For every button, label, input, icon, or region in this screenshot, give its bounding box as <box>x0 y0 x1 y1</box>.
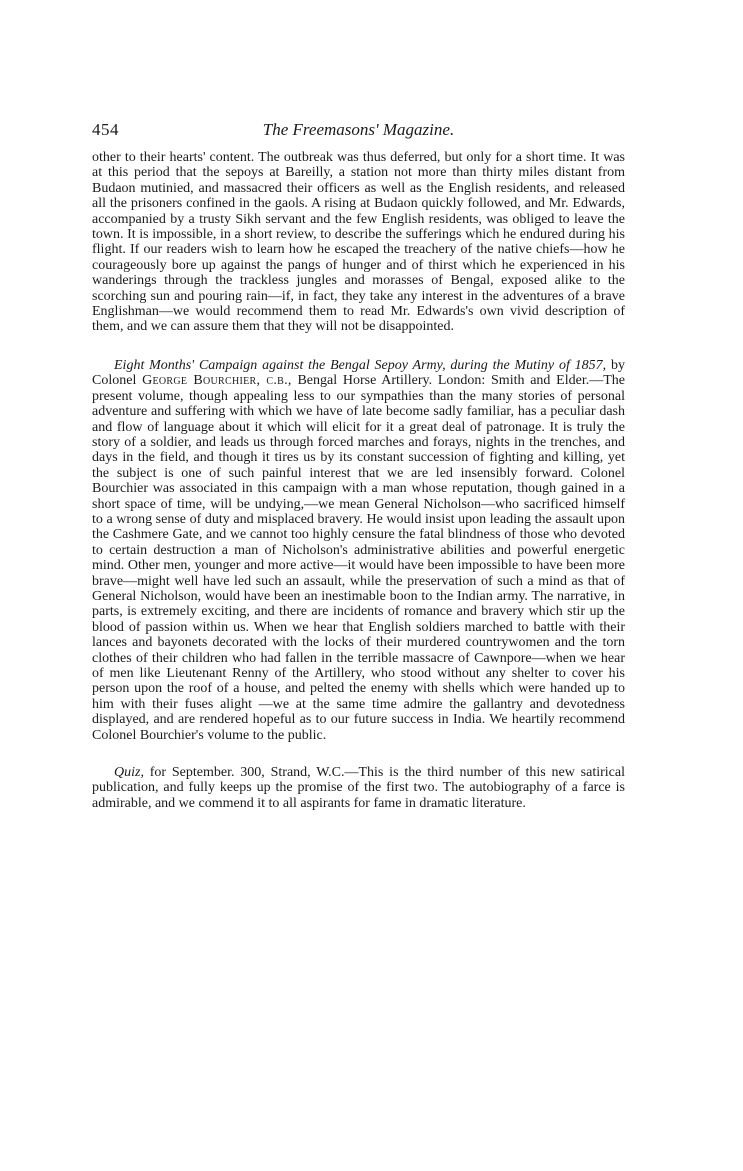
book-author: George Bourchier, c.b., <box>142 373 292 389</box>
book-by: by Colonel <box>92 357 625 389</box>
book-title: Eight Months' Campaign against the Bengal Sepoy Army, during the Mutiny of 1857, <box>114 357 607 373</box>
publication-title: Quiz, <box>114 765 144 781</box>
review-bourchier <box>92 358 625 743</box>
article-body <box>92 150 625 811</box>
running-title: The Freemasons' Magazine. <box>262 120 455 139</box>
review-text: London: Smith and Elder.—The present volume, though appealing less to our sympathies than the many stories of personal adventure and suffering with which we have of late become sadly familiar, has a peculiar dash and flow of language about it which will elicit for it a great deal of patronage. It is truly the story of a soldier, and leads us through forced marches and forays, nights in the trenches, and days in the field, and though it tires us by its constant succession of fighting and killing, yet the subject is one of such painful interest that we are led insensibly forward. Colonel Bourchier was associated in this campaign with a man whose reputation, though gained in a short space of time, will be undying,—we mean General Nicholson—who sacrificed himself to a wrong sense of duty and misplaced bravery. He would insist upon leading the assault upon the Cashmere Gate, and we cannot too highly censure the fatal blindness of those who devoted to certain destruction a man of Nicholson's administrative abilities and powerful energetic mind. Other men, younger and more active—it would have been impossible to have been more brave—might well have led such an assault, while the preservation of such a mind as that of General Nicholson, would have been an inestimable boon to the Indian army. The narrative, in parts, is extremely exciting, and there are incidents of romance and bravery which stir up the blood of passion within us. When we hear that English soldiers marched to battle with their lances and bayonets decorated with the locks of their murdered countrywomen and the torn clothes of their children who had fallen in the terrible massacre of Cawnpore—when we hear of men like Lieutenant Renny of the Artillery, who stood without any shelter to cover his person upon the roof of a house, and pelted the enemy with shells which were handed up to him with their fuses alight —we at the same time admire the gallantry and devotedness displayed, and are rendered hopeful as to our future success in India. We heartily recommend Colonel Bourchier's volume to the public. <box>92 373 625 743</box>
review-text: for September. 300, Strand, W.C.—This is the third number of this new satirical publication, and fully keeps up the promise of the first two. The autobiography of a farce is admirable, and we commend it to all aspirants for fame in dramatic literature. <box>92 765 625 811</box>
page-header <box>92 120 625 144</box>
book-author-suffix: Bengal Horse Artillery. <box>297 373 433 389</box>
paragraph-continuation: other to their hearts' content. The outbreak was thus deferred, but only for a short time. It was at this period that the sepoys at Bareilly, a station not more than thirty miles distant from Budaon mutinied, and massacred their officers as well as the English residents, and released all the prisoners confined in the gaols. A rising at Budaon quickly followed, and Mr. Edwards, accompanied by a trusty Sikh servant and the few English residents, was obliged to leave the town. It is impossible, in a short review, to describe the sufferings which he endured during his flight. If our readers wish to learn how he escaped the treachery of the native chiefs—how he courageously bore up against the pangs of hunger and of thirst which he experienced in his wanderings through the trackless jungles and morasses of Bengal, exposed alike to the scorching sun and pouring rain—if, in fact, they take any interest in the adventures of a brave Englishman—we would recommend them to read Mr. Edwards's own vivid description of them, and we can assure them that they will not be disappointed. <box>92 150 625 335</box>
page-number: 454 <box>92 120 119 139</box>
review-quiz <box>92 765 625 811</box>
